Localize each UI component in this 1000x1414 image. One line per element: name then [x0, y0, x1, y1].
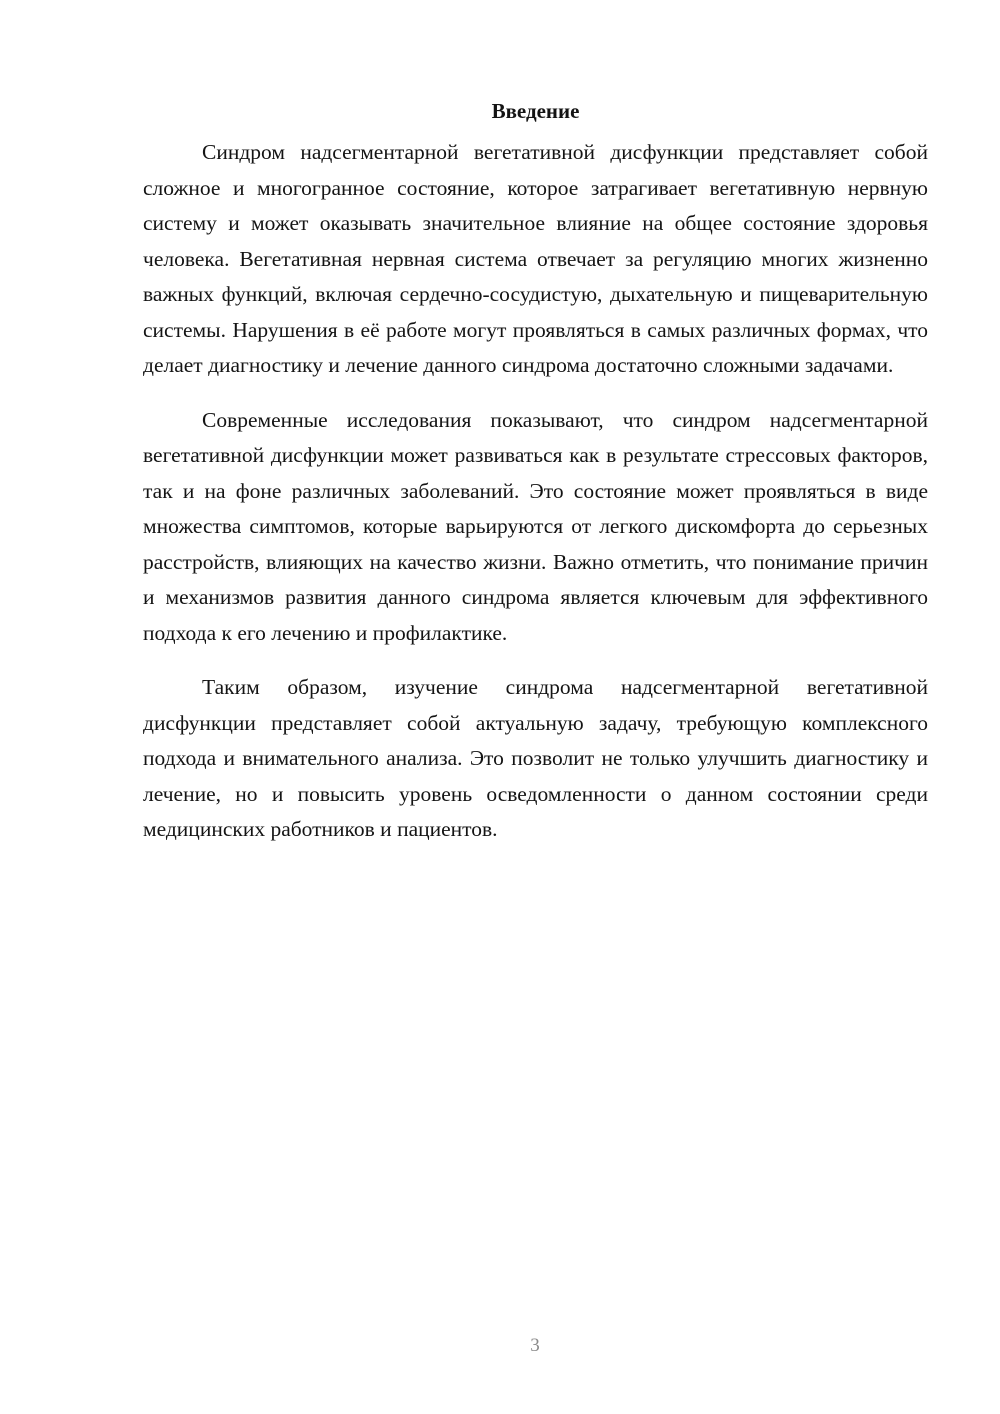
page-number: 3: [530, 1335, 540, 1356]
page-content: [143, 96, 928, 867]
paragraph-3: Таким образом, изучение синдрома надсегментарной вегетативной дисфункции представляет собой актуальную задачу, требующую комплексного подхода и внимательного анализа. Это позволит не только улучшить диагностику и лечение, но и повысить уровень осведомленности о данном состоянии среди медицинских работников и пациентов.: [143, 675, 928, 841]
paragraph-2: Современные исследования показывают, что синдром надсегментарной вегетативной дисфункции может развиваться как в результате стрессовых факторов, так и на фоне различных заболеваний. Это состояние может проявляться в виде множества симптомов, которые варьируются от легкого дискомфорта до серьезных расстройств, влияющих на качество жизни. Важно отметить, что понимание причин и механизмов развития данного синдрома является ключевым для эффективного подхода к его лечению и профилактике.: [143, 407, 928, 645]
paragraph-1: Синдром надсегментарной вегетативной дисфункции представляет собой сложное и многогранное состояние, которое затрагивает вегетативную нервную систему и может оказывать значительное влияние на общее состояние здоровья человека. Вегетативная нервная система отвечает за регуляцию многих жизненно важных функций, включая сердечно-сосудистую, дыхательную и пищеварительную системы. Нарушения в её работе могут проявляться в самых различных формах, что делает диагностику и лечение данного синдрома достаточно сложными задачами.: [143, 140, 928, 377]
section-heading: Введение: [491, 99, 580, 123]
